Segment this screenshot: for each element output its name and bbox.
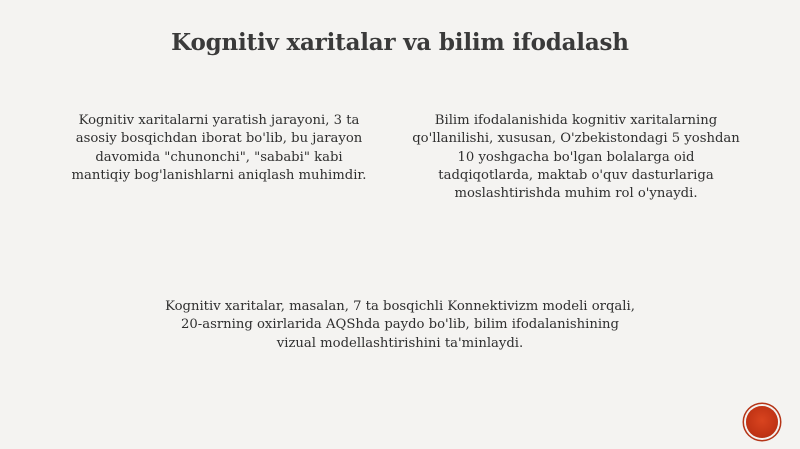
right-paragraph-line: tadqiqotlarda, maktab o'quv dasturlariga <box>438 167 714 183</box>
left-paragraph-line: mantiqiy bog'lanishlarni aniqlash muhimdir. <box>71 167 367 183</box>
bottom-paragraph-line: vizual modellashtirishini ta'minlaydi. <box>276 335 524 351</box>
left-paragraph <box>48 112 390 185</box>
right-paragraph <box>395 112 757 203</box>
bottom-paragraph-line: Kognitiv xaritalar, masalan, 7 ta bosqichli Konnektivizm modeli orqali, <box>165 299 635 314</box>
left-paragraph-line: asosiy bosqichdan iborat bo'lib, bu jarayon <box>75 131 363 147</box>
right-paragraph-line: qo'llanilishi, xususan, O'zbekistondagi 5 yoshdan <box>412 131 740 147</box>
right-paragraph-line: moslashtirishda muhim rol o'ynaydi. <box>454 186 698 202</box>
left-paragraph-line: davomida "chunonchi", "sababi" kabi <box>95 149 343 165</box>
left-paragraph-line: Kognitiv xaritalarni yaratish jarayoni, 3 ta <box>78 113 360 128</box>
bottom-paragraph-line: 20-asrning oxirlarida AQShda paydo bo'lib, bilim ifodalanishining <box>180 317 619 333</box>
slide-title: Kognitiv xaritalar va bilim ifodalash <box>171 29 629 56</box>
right-paragraph-line: 10 yoshgacha bo'lgan bolalarga oid <box>457 149 695 165</box>
right-paragraph-line: Bilim ifodalanishida kognitiv xaritalarning <box>434 113 718 128</box>
bottom-paragraph <box>100 298 700 353</box>
circle-button-icon[interactable] <box>746 406 778 438</box>
